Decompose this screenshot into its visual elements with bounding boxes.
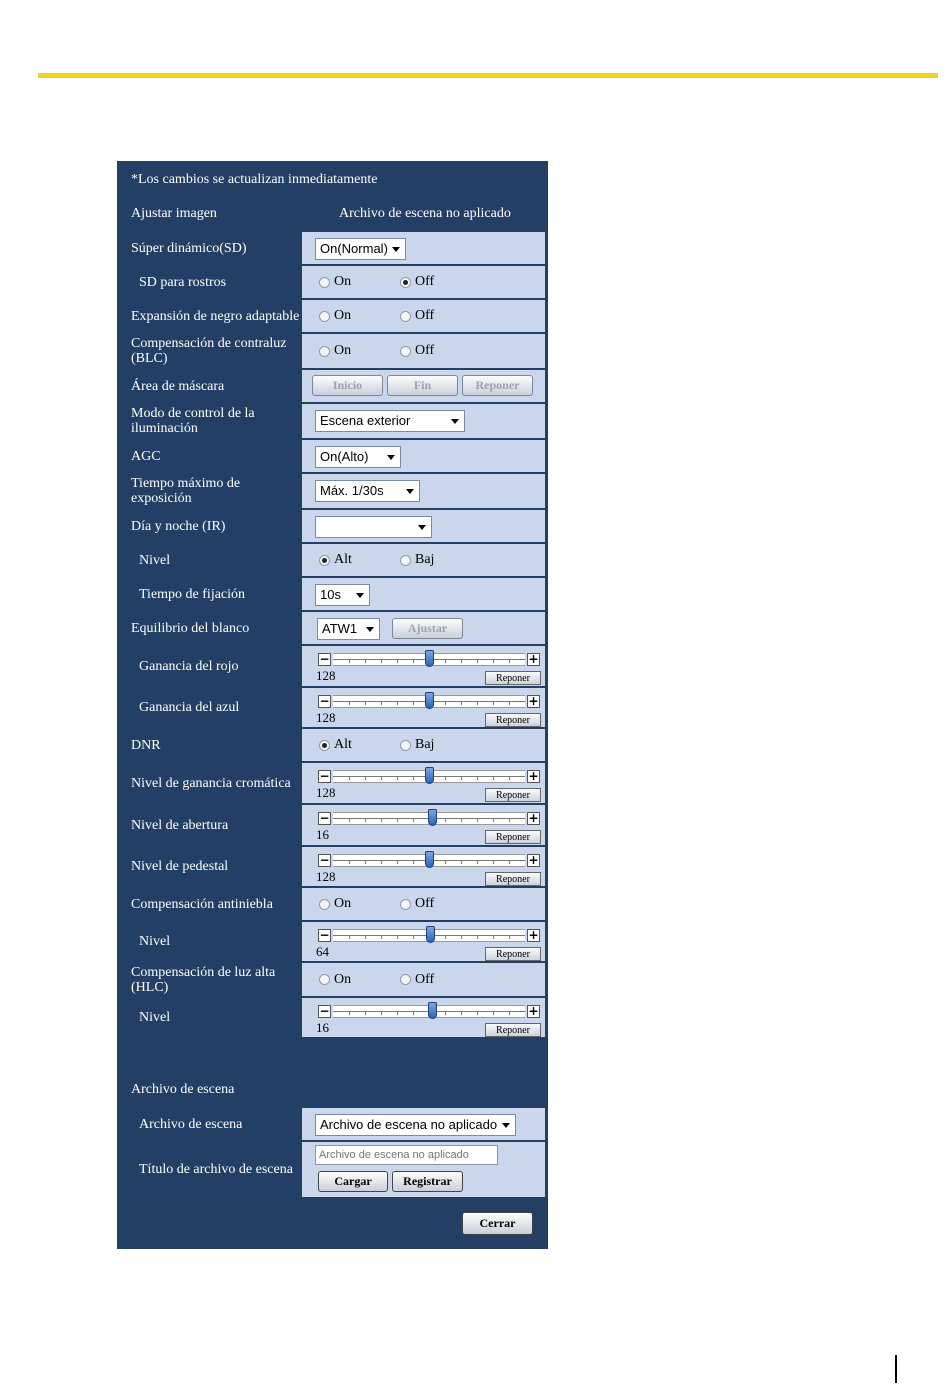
slider-tick — [365, 660, 366, 663]
load-button[interactable]: Cargar — [318, 1171, 388, 1192]
slider-tick — [477, 861, 478, 864]
slider-tick — [365, 702, 366, 705]
slider-tick — [381, 861, 382, 864]
slider-tick — [493, 660, 494, 663]
day-night-select[interactable] — [315, 516, 432, 538]
blue-gain-slider[interactable] — [318, 695, 540, 709]
slider-tick — [461, 819, 462, 822]
plus-icon[interactable]: + — [528, 811, 539, 825]
slider-tick — [349, 660, 350, 663]
aperture-level-label: Nivel de abertura — [118, 805, 301, 845]
slider-tick — [413, 861, 414, 864]
slider-tick — [397, 819, 398, 822]
slider-track[interactable] — [333, 854, 525, 867]
slider-tick — [349, 777, 350, 780]
slider-tick — [461, 777, 462, 780]
blc-on-radio[interactable] — [319, 334, 351, 368]
slider-tick — [413, 819, 414, 822]
radio-label: Off — [415, 308, 435, 323]
fog-off-radio[interactable] — [400, 888, 434, 920]
scene-section-header: Archivo de escena — [118, 1074, 545, 1106]
white-balance-select-value: ATW1 — [322, 621, 358, 636]
mask-area-label: Área de máscara — [118, 370, 301, 402]
radio-selected-icon — [400, 277, 411, 288]
max-exposure-select-value: Máx. 1/30s — [320, 483, 384, 498]
scene-file-select-value: Archivo de escena no aplicado — [320, 1117, 498, 1132]
aperture-level-reset-button[interactable]: Reponer — [485, 830, 541, 844]
chevron-down-icon — [387, 455, 395, 460]
blc-label: Compensación de contraluz (BLC) — [118, 334, 301, 368]
pedestal-level-reset-button[interactable]: Reponer — [485, 872, 541, 886]
minus-icon[interactable]: − — [319, 1004, 330, 1018]
blue-gain-reset-button[interactable]: Reponer — [485, 713, 541, 727]
slider-tick — [509, 936, 510, 939]
slider-tick — [397, 1012, 398, 1015]
slider-track[interactable] — [333, 653, 525, 666]
radio-icon — [319, 277, 330, 288]
slider-tick — [477, 777, 478, 780]
scene-file-label: Archivo de escena — [118, 1108, 301, 1140]
radio-label: On — [334, 971, 352, 987]
fog-level-label: Nivel — [118, 922, 301, 961]
spacer-row — [118, 1039, 545, 1072]
chroma-gain-label: Nivel de ganancia cromática — [118, 763, 301, 803]
red-gain-value: 128 — [316, 668, 336, 683]
slider-tick — [349, 1012, 350, 1015]
slider-tick — [413, 660, 414, 663]
fixation-time-label: Tiempo de fijación — [118, 578, 301, 610]
section-header — [118, 198, 545, 230]
slider-tick — [509, 702, 510, 705]
max-exposure-select[interactable] — [315, 480, 420, 502]
sd-faces-off-radio[interactable] — [400, 266, 434, 298]
minus-icon[interactable]: − — [319, 928, 330, 942]
pedestal-level-label: Nivel de pedestal — [118, 847, 301, 886]
radio-label: Alt — [334, 552, 352, 567]
slider-tick — [477, 660, 478, 663]
register-button[interactable]: Registrar — [392, 1171, 463, 1192]
slider-tick — [509, 1012, 510, 1015]
aperture-level-value: 16 — [316, 827, 329, 842]
slider-tick — [445, 777, 446, 780]
dnr-label: DNR — [118, 729, 301, 761]
slider-tick — [349, 936, 350, 939]
scene-title-input[interactable] — [315, 1145, 498, 1165]
radio-icon — [319, 899, 330, 910]
slider-tick — [509, 777, 510, 780]
slider-tick — [397, 861, 398, 864]
minus-icon[interactable]: − — [319, 694, 330, 708]
slider-tick — [365, 819, 366, 822]
slider-tick — [493, 819, 494, 822]
page-margin-mark — [895, 1355, 897, 1383]
blc-off-radio[interactable] — [400, 334, 434, 368]
slider-tick — [445, 861, 446, 864]
radio-label: Off — [415, 896, 435, 911]
radio-icon — [319, 974, 330, 985]
notice-text: *Los cambios se actualizan inmediatamente — [118, 164, 545, 196]
light-control-mode-select[interactable] — [315, 410, 465, 432]
slider-thumb[interactable] — [428, 1002, 437, 1019]
radio-label: Off — [415, 971, 435, 987]
slider-tick — [493, 777, 494, 780]
level-alt-radio[interactable] — [319, 544, 352, 576]
plus-icon[interactable]: + — [528, 652, 539, 666]
slider-track[interactable] — [333, 770, 525, 783]
slider-tick — [461, 861, 462, 864]
sd-faces-label: SD para rostros — [118, 266, 301, 298]
hlc-level-label: Nivel — [118, 998, 301, 1037]
slider-tick — [381, 819, 382, 822]
radio-label: On — [334, 308, 352, 323]
slider-tick — [461, 702, 462, 705]
slider-tick — [445, 1012, 446, 1015]
chroma-gain-value: 128 — [316, 785, 336, 800]
slider-tick — [349, 819, 350, 822]
black-expansion-off-radio[interactable] — [400, 300, 434, 332]
slider-tick — [493, 861, 494, 864]
plus-icon[interactable]: + — [528, 853, 539, 867]
radio-icon — [319, 346, 330, 357]
slider-tick — [381, 1012, 382, 1015]
radio-selected-icon — [319, 555, 330, 566]
blue-gain-label: Ganancia del azul — [118, 688, 301, 727]
radio-icon — [400, 346, 411, 357]
slider-tick — [381, 660, 382, 663]
sd-select-value: On(Normal) — [320, 241, 388, 256]
mask-end-button[interactable]: Fin — [387, 375, 458, 396]
slider-track[interactable] — [333, 929, 525, 942]
slider-tick — [445, 702, 446, 705]
radio-label: Off — [415, 343, 435, 358]
close-button[interactable]: Cerrar — [462, 1212, 533, 1235]
pedestal-level-value: 128 — [316, 869, 336, 884]
slider-tick — [413, 777, 414, 780]
slider-tick — [413, 1012, 414, 1015]
pedestal-level-slider[interactable] — [318, 854, 540, 868]
light-control-mode-label: Modo de control de la iluminación — [118, 404, 301, 438]
slider-tick — [397, 936, 398, 939]
scene-status: Archivo de escena no aplicado — [339, 206, 511, 221]
slider-tick — [413, 936, 414, 939]
radio-icon — [400, 974, 411, 985]
slider-tick — [349, 861, 350, 864]
slider-tick — [445, 660, 446, 663]
radio-selected-icon — [319, 740, 330, 751]
image-settings-panel — [117, 161, 548, 1249]
hlc-level-value: 16 — [316, 1020, 329, 1035]
aperture-level-slider[interactable] — [318, 812, 540, 826]
slider-tick — [397, 702, 398, 705]
chevron-down-icon — [418, 525, 426, 530]
slider-tick — [413, 702, 414, 705]
chevron-down-icon — [392, 247, 400, 252]
minus-icon[interactable]: − — [319, 769, 330, 783]
sd-label: Súper dinámico(SD) — [118, 232, 301, 264]
slider-tick — [477, 1012, 478, 1015]
hlc-on-radio[interactable] — [319, 963, 351, 996]
slider-tick — [493, 1012, 494, 1015]
slider-tick — [461, 936, 462, 939]
white-balance-select[interactable] — [317, 618, 380, 640]
red-gain-slider[interactable] — [318, 653, 540, 667]
slider-track[interactable] — [333, 1005, 525, 1018]
scene-file-select[interactable] — [315, 1114, 516, 1136]
slider-tick — [509, 660, 510, 663]
minus-icon[interactable]: − — [319, 652, 330, 666]
blue-gain-value: 128 — [316, 710, 336, 725]
radio-label: Alt — [334, 737, 352, 752]
white-balance-adjust-button[interactable]: Ajustar — [392, 618, 463, 639]
radio-icon — [400, 899, 411, 910]
fog-level-value: 64 — [316, 944, 329, 959]
dnr-baj-radio[interactable] — [400, 729, 434, 761]
slider-tick — [349, 702, 350, 705]
slider-tick — [493, 702, 494, 705]
black-expansion-on-radio[interactable] — [319, 300, 351, 332]
red-gain-reset-button[interactable]: Reponer — [485, 671, 541, 685]
fog-level-reset-button[interactable]: Reponer — [485, 947, 541, 961]
minus-icon[interactable]: − — [319, 811, 330, 825]
slider-thumb[interactable] — [425, 650, 434, 667]
slider-tick — [509, 819, 510, 822]
slider-tick — [365, 936, 366, 939]
slider-tick — [493, 936, 494, 939]
slider-thumb[interactable] — [428, 809, 437, 826]
max-exposure-label: Tiempo máximo de exposición — [118, 474, 301, 508]
fixation-time-select[interactable] — [315, 584, 370, 606]
white-balance-label: Equilibrio del blanco — [118, 612, 301, 644]
scene-title-label: Título de archivo de escena — [118, 1142, 301, 1197]
chroma-gain-slider[interactable] — [318, 770, 540, 784]
slider-tick — [397, 777, 398, 780]
fog-on-radio[interactable] — [319, 888, 351, 920]
slider-thumb[interactable] — [426, 926, 435, 943]
slider-thumb[interactable] — [425, 692, 434, 709]
fixation-time-select-value: 10s — [320, 587, 341, 602]
plus-icon[interactable]: + — [528, 928, 539, 942]
hlc-level-reset-button[interactable]: Reponer — [485, 1023, 541, 1037]
black-expansion-label: Expansión de negro adaptable — [118, 300, 301, 332]
slider-thumb[interactable] — [425, 851, 434, 868]
header-accent-line — [38, 73, 938, 78]
slider-track[interactable] — [333, 695, 525, 708]
plus-icon[interactable]: + — [528, 694, 539, 708]
hlc-label: Compensación de luz alta (HLC) — [118, 963, 301, 996]
slider-tick — [397, 660, 398, 663]
daynight-level-label: Nivel — [118, 544, 301, 576]
hlc-off-radio[interactable] — [400, 963, 434, 996]
sd-faces-on-radio[interactable] — [319, 266, 351, 298]
fog-compensation-label: Compensación antiniebla — [118, 888, 301, 920]
radio-label: Baj — [415, 552, 435, 567]
sd-select[interactable] — [315, 238, 406, 260]
mask-start-button[interactable]: Inicio — [312, 375, 383, 396]
plus-icon[interactable]: + — [528, 769, 539, 783]
slider-tick — [381, 702, 382, 705]
slider-tick — [381, 936, 382, 939]
slider-tick — [365, 861, 366, 864]
radio-label: On — [334, 274, 352, 289]
slider-tick — [365, 777, 366, 780]
chevron-down-icon — [406, 489, 414, 494]
slider-tick — [445, 819, 446, 822]
chevron-down-icon — [451, 419, 459, 424]
radio-label: Baj — [415, 737, 435, 752]
level-baj-radio[interactable] — [400, 544, 434, 576]
section-title: Ajustar imagen — [131, 206, 217, 221]
slider-tick — [461, 1012, 462, 1015]
radio-label: On — [334, 896, 352, 911]
mask-reset-button[interactable]: Reponer — [462, 375, 533, 396]
dnr-alt-radio[interactable] — [319, 729, 352, 761]
plus-icon[interactable]: + — [528, 1004, 539, 1018]
radio-label: Off — [415, 274, 435, 289]
fog-level-slider[interactable] — [318, 929, 540, 943]
red-gain-label: Ganancia del rojo — [118, 646, 301, 686]
minus-icon[interactable]: − — [319, 853, 330, 867]
slider-track[interactable] — [333, 812, 525, 825]
chevron-down-icon — [502, 1123, 510, 1128]
agc-select-value: On(Alto) — [320, 449, 369, 464]
slider-tick — [509, 861, 510, 864]
radio-icon — [319, 311, 330, 322]
radio-icon — [400, 311, 411, 322]
agc-select[interactable] — [315, 446, 401, 468]
agc-label: AGC — [118, 440, 301, 472]
chevron-down-icon — [356, 593, 364, 598]
radio-icon — [400, 740, 411, 751]
chevron-down-icon — [366, 627, 374, 632]
radio-label: On — [334, 343, 352, 358]
radio-icon — [400, 555, 411, 566]
slider-tick — [477, 819, 478, 822]
slider-tick — [445, 936, 446, 939]
slider-thumb[interactable] — [425, 767, 434, 784]
day-night-label: Día y noche (IR) — [118, 510, 301, 542]
slider-tick — [477, 702, 478, 705]
chroma-gain-reset-button[interactable]: Reponer — [485, 788, 541, 802]
slider-tick — [365, 1012, 366, 1015]
slider-tick — [381, 777, 382, 780]
light-mode-select-value: Escena exterior — [320, 413, 411, 428]
slider-tick — [461, 660, 462, 663]
slider-tick — [477, 936, 478, 939]
hlc-level-slider[interactable] — [318, 1005, 540, 1019]
